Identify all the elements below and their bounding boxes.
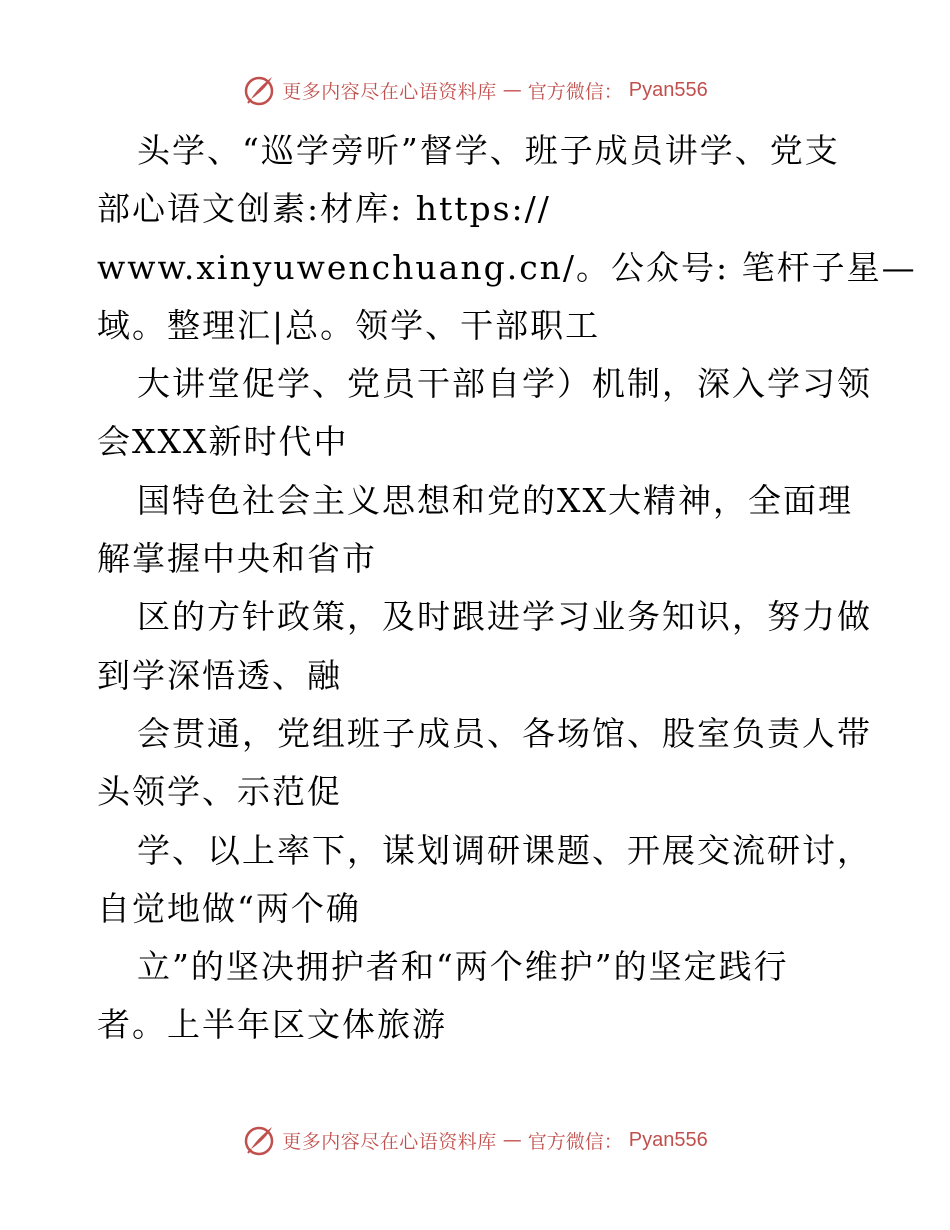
body-line: www.xinyuwenchuang.cn/。公众号: 笔杆子星— — [97, 247, 917, 287]
body-line: 学、以上率下，谋划调研课题、开展交流研讨， — [137, 830, 872, 870]
body-line: 者。上半年区文体旅游 — [97, 1005, 447, 1045]
banner-dash: — — [502, 1129, 522, 1151]
body-line: 域。整理汇|总。领学、干部职工 — [97, 305, 601, 345]
quill-logo-icon — [242, 1123, 276, 1157]
body-line: 自觉地做“两个确 — [97, 888, 361, 928]
body-line: 解掌握中央和省市 — [97, 539, 377, 579]
banner-title: 更多内容尽在心语资料库 — [282, 1130, 497, 1153]
banner-wechat-id: Pyan556 — [628, 78, 708, 101]
document-body — [97, 122, 917, 1055]
body-line: 区的方针政策，及时跟进学习业务知识，努力做 — [137, 597, 872, 637]
body-line: 部心语文创素:材库: https:// — [97, 189, 551, 229]
body-line: 会贯通，党组班子成员、各场馆、股室负责人带 — [137, 713, 872, 753]
body-line: 大讲堂促学、党员干部自学）机制，深入学习领 — [137, 364, 872, 404]
header-banner — [0, 70, 950, 110]
body-line: 会XXX新时代中 — [97, 422, 349, 462]
banner-wechat-label: 官方微信： — [527, 80, 623, 103]
quill-logo-icon — [242, 73, 276, 107]
footer-banner — [0, 1120, 950, 1160]
banner-wechat-label: 官方微信： — [527, 1130, 623, 1153]
body-line: 头学、“巡学旁听”督学、班子成员讲学、党支 — [137, 131, 840, 170]
body-line: 头领学、示范促 — [97, 772, 342, 812]
body-line: 立”的坚决拥护者和“两个维护”的坚定践行 — [137, 947, 789, 987]
banner-wechat-id: Pyan556 — [628, 1128, 708, 1151]
banner-title: 更多内容尽在心语资料库 — [282, 80, 497, 103]
body-line: 到学深悟透、融 — [97, 655, 342, 695]
banner-dash: — — [502, 79, 522, 101]
body-line: 国特色社会主义思想和党的XX大精神，全面理 — [137, 480, 853, 520]
